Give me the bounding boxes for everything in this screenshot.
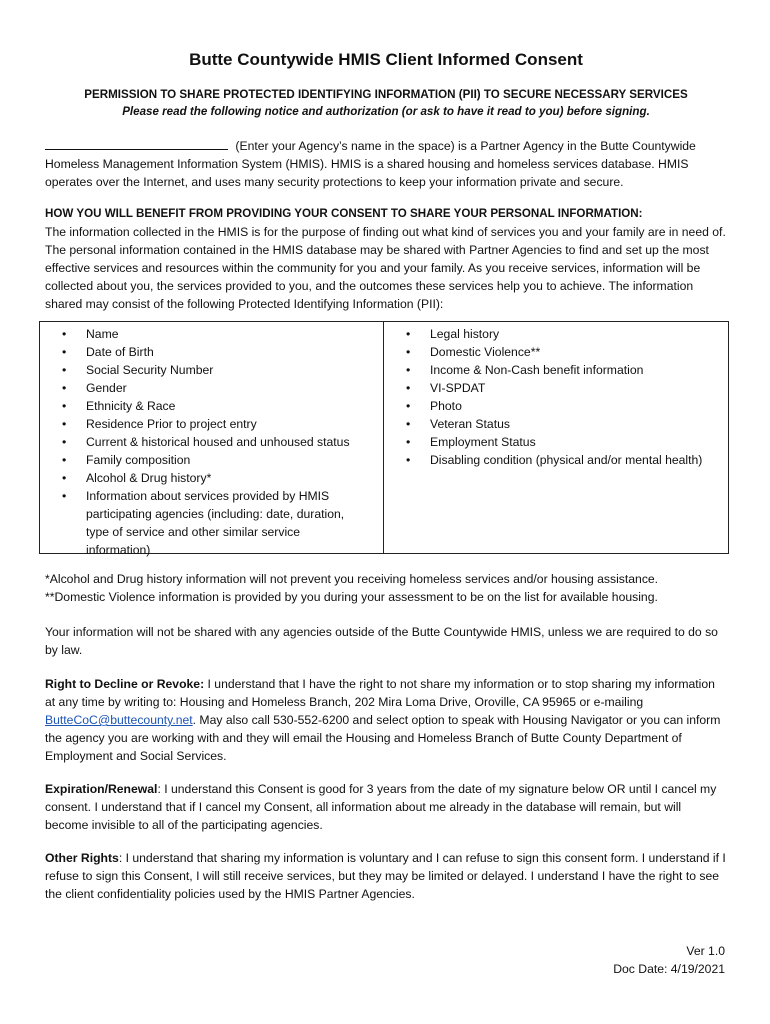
list-item: • Name xyxy=(62,325,363,343)
page-title: Butte Countywide HMIS Client Informed Consent xyxy=(189,50,583,69)
expiration-label: Expiration/Renewal xyxy=(45,782,158,796)
list-item: • Veteran Status xyxy=(406,415,708,433)
decline-text-1: I understand that I have the right to not share my information or to stop sharing my information at any time by writing to: Housing and Homeless Branch, 202 Mira Loma Drive, Oroville, CA 95965 or e-mailing xyxy=(45,677,715,709)
intro-text: (Enter your Agency’s name in the space) is a Partner Agency in the Butte Countywide Homeless Management Information System (HMIS). HMIS is a shared housing and homeless services database. HMIS operates over the Internet, and uses many security protections to keep your information private and secure. xyxy=(45,139,696,189)
pii-column-left xyxy=(40,322,384,557)
list-item: • Date of Birth xyxy=(62,343,363,361)
list-item: • Alcohol & Drug history* xyxy=(62,469,363,487)
alcohol-footnote: *Alcohol and Drug history information will not prevent you receiving homeless services and/or housing assistance. xyxy=(45,572,659,586)
other-rights-paragraph xyxy=(45,849,727,903)
other-rights-text: : I understand that sharing my information is voluntary and I can refuse to sign this consent form. I understand if I refuse to sign this Consent, I will still receive services, but they may be limited or delayed. I understand I have the right to see the client confidentiality policies used by the HMIS Partner Agencies. xyxy=(45,851,726,901)
benefit-paragraph: The information collected in the HMIS is for the purpose of finding out what kind of services you and your family are in need of. The personal information contained in the HMIS database may be shared with Partner Agencies to find and set up the most effective services and resources within the community for you and your family. As you receive services, information will be collected about you, the services provided to you, and the outcomes these services help you to achieve. The information shared may consist of the following Protected Identifying Information (PII): xyxy=(45,225,726,311)
pii-table xyxy=(39,321,729,557)
list-item: • Income & Non-Cash benefit information xyxy=(406,361,708,379)
version-label: Ver 1.0 xyxy=(686,944,725,958)
pii-list-right xyxy=(406,325,708,469)
decline-text-2: . May also call 530-552-6200 and select option to speak with Housing Navigator or you can inform the agency you are working with and they will email the Housing and Homeless Branch of Butte County Department of Employment and Social Services. xyxy=(45,713,721,763)
document-footer xyxy=(613,942,725,978)
read-notice: Please read the following notice and authorization (or ask to have it read to you) before signing. xyxy=(122,105,650,118)
expiration-paragraph xyxy=(45,780,727,834)
list-item: • Employment Status xyxy=(406,433,708,451)
decline-revoke-paragraph xyxy=(45,675,727,765)
other-rights-label: Other Rights xyxy=(45,851,119,865)
domestic-violence-footnote: **Domestic Violence information is provided by you during your assessment to be on the list for available housing. xyxy=(45,590,658,604)
list-item: • Ethnicity & Race xyxy=(62,397,363,415)
list-item: • Photo xyxy=(406,397,708,415)
intro-paragraph xyxy=(45,137,727,191)
list-item: • Legal history xyxy=(406,325,708,343)
doc-date-label: Doc Date: 4/19/2021 xyxy=(613,962,725,976)
decline-label: Right to Decline or Revoke: xyxy=(45,677,205,691)
list-item: • VI-SPDAT xyxy=(406,379,708,397)
email-link[interactable]: ButteCoC@buttecounty.net xyxy=(45,713,193,727)
expiration-text: : I understand this Consent is good for 3 years from the date of my signature below OR until I cancel my consent. I understand that if I cancel my Consent, all information about me already in the database will remain, but will become invisible to all of the participating agencies. xyxy=(45,782,717,832)
list-item: • Disabling condition (physical and/or mental health) xyxy=(406,451,708,469)
list-item: • Social Security Number xyxy=(62,361,363,379)
list-item: • Information about services provided by HMIS participating agencies (including: date, duration, type of service and other similar service information) xyxy=(62,487,363,559)
agency-name-blank[interactable] xyxy=(45,137,228,150)
list-item: • Current & historical housed and unhoused status xyxy=(62,433,363,451)
list-item: • Domestic Violence** xyxy=(406,343,708,361)
list-item: • Gender xyxy=(62,379,363,397)
list-item: • Family composition xyxy=(62,451,363,469)
pii-list-left xyxy=(62,325,363,559)
document-body xyxy=(45,48,727,903)
permission-heading: PERMISSION TO SHARE PROTECTED IDENTIFYING INFORMATION (PII) TO SECURE NECESSARY SERVICES xyxy=(84,88,688,101)
benefit-heading: HOW YOU WILL BENEFIT FROM PROVIDING YOUR CONSENT TO SHARE YOUR PERSONAL INFORMATION: xyxy=(45,207,643,220)
pii-column-right xyxy=(384,322,728,553)
sharing-limits-paragraph: Your information will not be shared with any agencies outside of the Butte Countywide HMIS, unless we are required to do so by law. xyxy=(45,625,718,657)
list-item: • Residence Prior to project entry xyxy=(62,415,363,433)
